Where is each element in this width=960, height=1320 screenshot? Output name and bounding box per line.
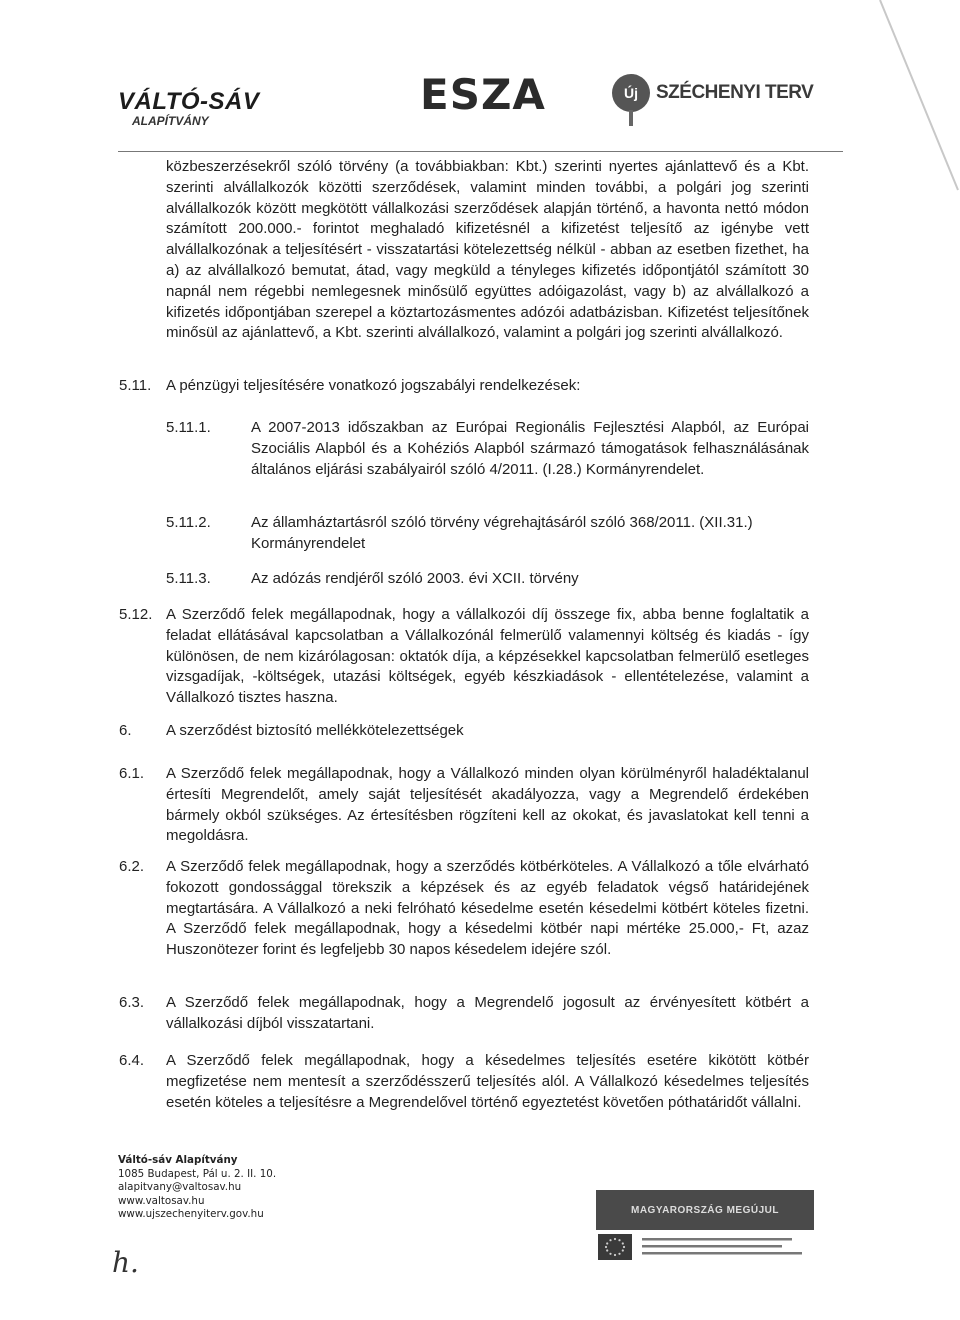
- letterhead: [0, 0, 960, 150]
- eu-flag-icon: [598, 1234, 632, 1260]
- chapter-number: 6.: [119, 722, 132, 739]
- section-number: 6.4.: [119, 1052, 145, 1069]
- footer-website: www.ujszechenyiterv.gov.hu: [118, 1208, 264, 1220]
- subsection-text: Az államháztartásról szóló törvény végrehajtásáról szóló 368/2011. (XII.31.) Kormányrendelet: [251, 514, 753, 552]
- handwritten-signature: h.: [112, 1246, 139, 1279]
- section-number: 5.11.: [119, 377, 152, 394]
- section-number: 5.12.: [119, 606, 153, 623]
- page-edge-shadow: [840, 0, 960, 200]
- footer-address: 1085 Budapest, Pál u. 2. II. 10.: [118, 1167, 277, 1180]
- subsection-number: 5.11.2.: [166, 514, 211, 531]
- section-text: A Szerződő felek megállapodnak, hogy a Vállalkozó minden olyan körülményről haladéktalanul értesíti Megrendelőt, amely saját teljesítését akadályozza, vagy a Megrendelő érdekében bármely okból szükséges. Az értesítésben rögzíteni kell az okokat, és javaslatokat kell tenni a megoldásra.: [166, 765, 809, 845]
- section-number: 6.1.: [119, 765, 145, 782]
- footer-org-name: Váltó-sáv Alapítvány: [118, 1154, 238, 1166]
- chapter-heading: A szerződést biztosító mellékkötelezettségek: [166, 722, 464, 739]
- section-text: A Szerződő felek megállapodnak, hogy a késedelmes teljesítés esetére kikötött kötbér megfizetése nem mentesít a szerződésszerű teljesítés alól. A Vállalkozó késedelmes teljesítés esetén köteles a teljesítésre a Megrendelővel történő egyeztetést követően póthatáridőt vállalni.: [166, 1052, 809, 1111]
- szechenyi-terv-logo: [612, 74, 813, 112]
- subsection-number: 5.11.1.: [166, 419, 211, 436]
- section-heading: A pénzügyi teljesítésére vonatkozó jogszabályi rendelkezések:: [166, 377, 581, 394]
- header-divider: [118, 151, 843, 152]
- valto-sav-logo: [118, 88, 259, 128]
- szechenyi-badge-icon: Új: [612, 74, 650, 112]
- esza-logo-mark: ESZA: [420, 70, 546, 119]
- footer-website: www.valtosav.hu: [118, 1194, 205, 1207]
- eu-funding-text-lines: [642, 1236, 812, 1260]
- valto-sav-logo-title: VÁLTÓ-SÁV: [118, 88, 260, 115]
- valto-sav-logo-subtitle: ALAPÍTVÁNY: [132, 114, 209, 128]
- subsection-text: Az adózás rendjéről szóló 2003. évi XCII. törvény: [251, 570, 579, 587]
- section-text: A Szerződő felek megállapodnak, hogy a Megrendelő jogosult az érvényesített kötbért a vállalkozási díjból visszatartani.: [166, 994, 809, 1032]
- magyarorszag-megujul-banner: MAGYARORSZÁG MEGÚJUL: [596, 1190, 814, 1230]
- esza-logo: [420, 70, 546, 119]
- subsection-number: 5.11.3.: [166, 570, 211, 587]
- section-text: A Szerződő felek megállapodnak, hogy a vállalkozói díj összege fix, abba benne foglaltatik a feladat ellátásával kapcsolatban a Vállalkozónál felmerülő valamennyi költség és kiadás - így különösen, de nem kizárólagosan: oktatók díja, a képzésekkel kapcsolatban felmerülő esetleges vizsgadíjak, -költségek, utazási költségek, egyéb készkiadások - ellentételezése, valamint a Vállalkozó tisztes haszna.: [166, 606, 809, 707]
- szechenyi-terv-text: SZÉCHENYI TERV: [656, 82, 814, 103]
- szechenyi-badge-stem: [629, 110, 633, 126]
- subsection-text: A 2007-2013 időszakban az Európai Regionális Fejlesztési Alapból, az Európai Szociális Alapból és a Kohéziós Alapból származó támogatások felhasználásának általános eljárási szabályairól szóló 4/2011. (I.28.) Kormányrendelet.: [251, 419, 809, 478]
- paragraph-intro: közbeszerzésekről szóló törvény (a továbbiakban: Kbt.) szerinti nyertes ajánlattevő és a Kbt. szerinti alvállalkozók közötti szerződések, valamint minden további, a polgári jog szerinti alvállalkozók között megkötött vállalkozási szerződések alapján történő, a havonta nettó módon számított 200.000.- forintot meghaladó kifizetésnél a kifizetést teljesítő az igénybe vett alvállalkozónak a teljesítésért - visszatartási kötelezettség nélkül - abban az esetben fizethet, ha a) az alvállalkozó bemutat, átad, vagy megküld a tényleges kifizetés időpontjától számított 30 napnál nem régebbi nemlegesnek minősülő együttes adóigazolást, vagy b) az alvállalkozó a kifizetés időpontjában szerepel a köztartozásmentes adózói adatbázisban. Kifizetést teljesítőnek minősül az ajánlattevő, a Kbt. szerinti alvállalkozó, valamint a polgári jog szerinti alvállalkozó.: [166, 158, 809, 342]
- section-number: 6.2.: [119, 858, 145, 875]
- section-number: 6.3.: [119, 994, 145, 1011]
- eu-funding-notice: [642, 1236, 817, 1263]
- footer-contact: [118, 1154, 276, 1222]
- footer-email: alapitvany@valtosav.hu: [118, 1181, 242, 1193]
- section-text: A Szerződő felek megállapodnak, hogy a szerződés kötbérköteles. A Vállalkozó a tőle elvárható fokozott gondossággal törekszik a képzések és az egyéb feladatok végső határidejének megtartására. A Vállalkozó a neki felróható késedelme esetén késedelmi kötbért köteles fizetni. A Szerződő felek megállapodnak, hogy a késedelmi kötbér napi mértéke 25.000,- Ft, azaz Huszonötezer forint és legfeljebb 30 napos késedelem idejére szól.: [166, 858, 809, 959]
